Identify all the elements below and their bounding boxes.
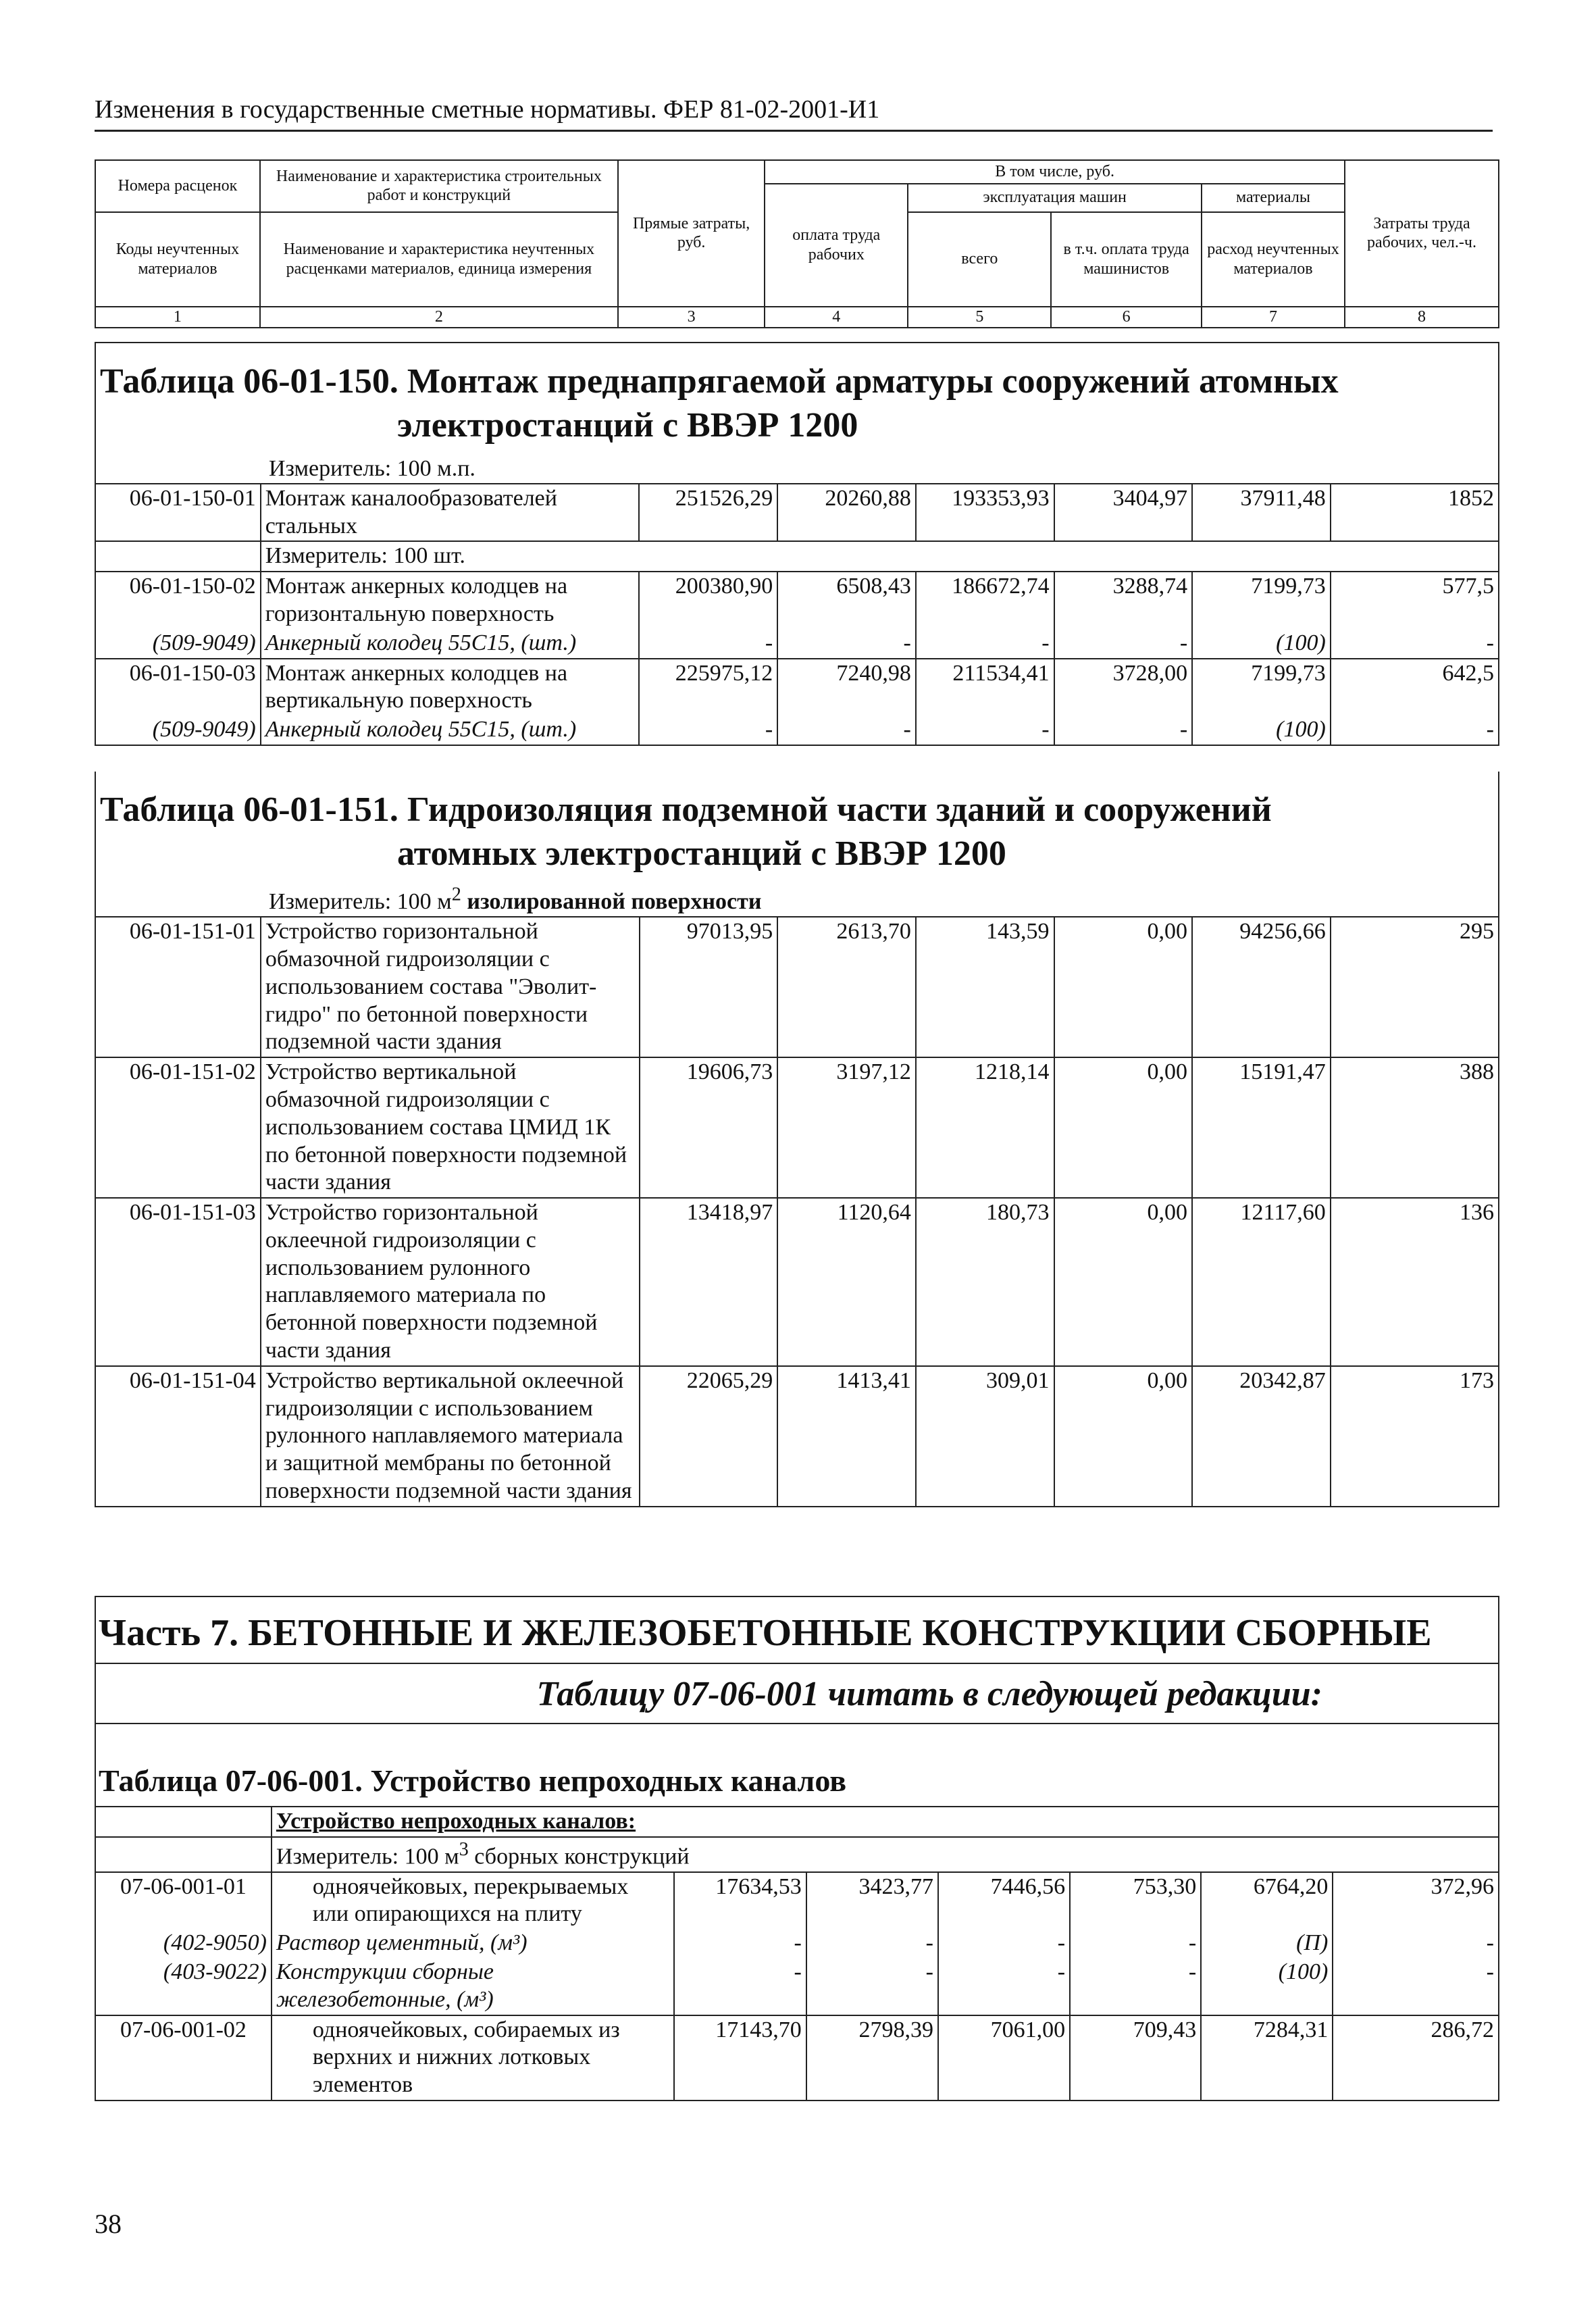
table-06-01-151 bbox=[95, 772, 1499, 1507]
col-num-2: 2 bbox=[260, 307, 618, 328]
table-row: 06-01-150-01 Монтаж каналообразователей стальных 251526,29 20260,88 193353,93 3404,97 37911,48 1852 bbox=[95, 484, 1499, 542]
col-including: В том числе, руб. bbox=[765, 160, 1345, 184]
table-07-measure: Измеритель: 100 $м^3$ сборных конструкций bbox=[272, 1837, 1499, 1872]
table-06-01-150 bbox=[95, 342, 1499, 746]
table-row: (509-9049) Анкерный колодец 55С15, (шт.) - - - - (100) - bbox=[95, 629, 1499, 659]
col-unaccounted-name: Наименование и характеристика неучтенных расценками материалов, единица измерения bbox=[260, 212, 618, 307]
table-row: (509-9049) Анкерный колодец 55С15, (шт.) - - - - (100) - bbox=[95, 715, 1499, 745]
header-rule bbox=[95, 130, 1493, 132]
col-labor-wage: оплата труда рабочих bbox=[765, 184, 908, 307]
col-machinist-wage: в т.ч. оплата труда машинистов bbox=[1051, 212, 1202, 307]
col-name: Наименование и характеристика строительных работ и конструкций bbox=[260, 160, 618, 212]
table-07-subheader: Устройство непроходных каналов: bbox=[272, 1807, 1499, 1837]
table-row: 06-01-151-02 Устройство вертикальной обмазочной гидроизоляции с использованием состава ЦМИД 1К по бетонной поверхности подземной части здания 19606,73 3197,12 1218,14 0,00 15191,47 388 bbox=[95, 1057, 1499, 1198]
table-row: 06-01-150-03 Монтаж анкерных колодцев на вертикальную поверхность 225975,12 7240,98 211534,41 3728,00 7199,73 642,5 bbox=[95, 659, 1499, 716]
col-num-8: 8 bbox=[1345, 307, 1499, 328]
col-machines: эксплуатация машин bbox=[908, 184, 1202, 212]
part-7-title: Часть 7. БЕТОННЫЕ И ЖЕЛЕЗОБЕТОННЫЕ КОНСТРУКЦИИ СБОРНЫЕ bbox=[95, 1596, 1499, 1663]
col-codes: Коды неучтенных материалов bbox=[95, 212, 260, 307]
table-row: 06-01-151-01 Устройство горизонтальной обмазочной гидроизоляции с использованием состава "Эволит-гидро" по бетонной поверхности подземной части здания 97013,95 2613,70 143,59 0,00 94256,66 295 bbox=[95, 917, 1499, 1057]
col-rate-numbers: Номера расценок bbox=[95, 160, 260, 212]
table-151-measure: Измеритель: 100 $м^2$ изолированной поверхности bbox=[95, 881, 1499, 917]
column-header-table bbox=[95, 159, 1499, 328]
table-row: 06-01-151-04 Устройство вертикальной оклеечной гидроизоляции с использованием рулонного наплавляемого материала и защитной мембраны по бетонной поверхности подземной части здания 22065,29 1413,41 309,01 0,00 20342,87 173 bbox=[95, 1366, 1499, 1507]
col-materials-consumption: расход неучтенных материалов bbox=[1202, 212, 1345, 307]
col-machines-total: всего bbox=[908, 212, 1051, 307]
col-direct-costs: Прямые затраты, руб. bbox=[618, 160, 765, 307]
table-row: 06-01-151-03 Устройство горизонтальной оклеечной гидроизоляции с использованием рулонного наплавляемого материала по бетонной поверхности подземной части здания 13418,97 1120,64 180,73 0,00 12117,60 136 bbox=[95, 1198, 1499, 1366]
table-07-06-001-title: Таблица 07-06-001. Устройство непроходных каналов bbox=[95, 1724, 1499, 1807]
table-row: 07-06-001-01 одноячейковых, перекрываемых или опирающихся на плиту 17634,53 3423,77 7446,56 753,30 6764,20 372,96 bbox=[95, 1872, 1499, 1930]
part-7-section bbox=[95, 1596, 1499, 2101]
table-150-measure-2: Измеритель: 100 шт. bbox=[261, 541, 1499, 572]
col-num-5: 5 bbox=[908, 307, 1051, 328]
col-num-1: 1 bbox=[95, 307, 260, 328]
col-num-4: 4 bbox=[765, 307, 908, 328]
col-num-6: 6 bbox=[1051, 307, 1202, 328]
table-150-measure-1: Измеритель: 100 м.п. bbox=[95, 453, 1499, 484]
part-7-note: Таблицу 07-06-001 читать в следующей редакции: bbox=[95, 1663, 1499, 1723]
page-number: 38 bbox=[95, 2209, 122, 2239]
running-header: Изменения в государственные сметные нормативы. ФЕР 81-02-2001-И1 bbox=[95, 95, 880, 124]
col-materials: материалы bbox=[1202, 184, 1345, 212]
table-151-title: Таблица 06-01-151. Гидроизоляция подземной части зданий и сооружений атомных электростанций с ВВЭР 1200 bbox=[95, 772, 1499, 881]
table-row: (403-9022) Конструкции сборные железобетонные, (м³) - - - - (100) - bbox=[95, 1958, 1499, 2015]
col-labor-costs: Затраты труда рабочих, чел.-ч. bbox=[1345, 160, 1499, 307]
table-150-title: Таблица 06-01-150. Монтаж преднапрягаемой арматуры сооружений атомных электростанций с ВВЭР 1200 bbox=[95, 343, 1499, 453]
table-row: (402-9050) Раствор цементный, (м³) - - - - (П) - bbox=[95, 1929, 1499, 1958]
col-num-3: 3 bbox=[618, 307, 765, 328]
table-row: 06-01-150-02 Монтаж анкерных колодцев на горизонтальную поверхность 200380,90 6508,43 186672,74 3288,74 7199,73 577,5 bbox=[95, 572, 1499, 629]
table-row: 07-06-001-02 одноячейковых, собираемых из верхних и нижних лотковых элементов 17143,70 2798,39 7061,00 709,43 7284,31 286,72 bbox=[95, 2015, 1499, 2101]
col-num-7: 7 bbox=[1202, 307, 1345, 328]
